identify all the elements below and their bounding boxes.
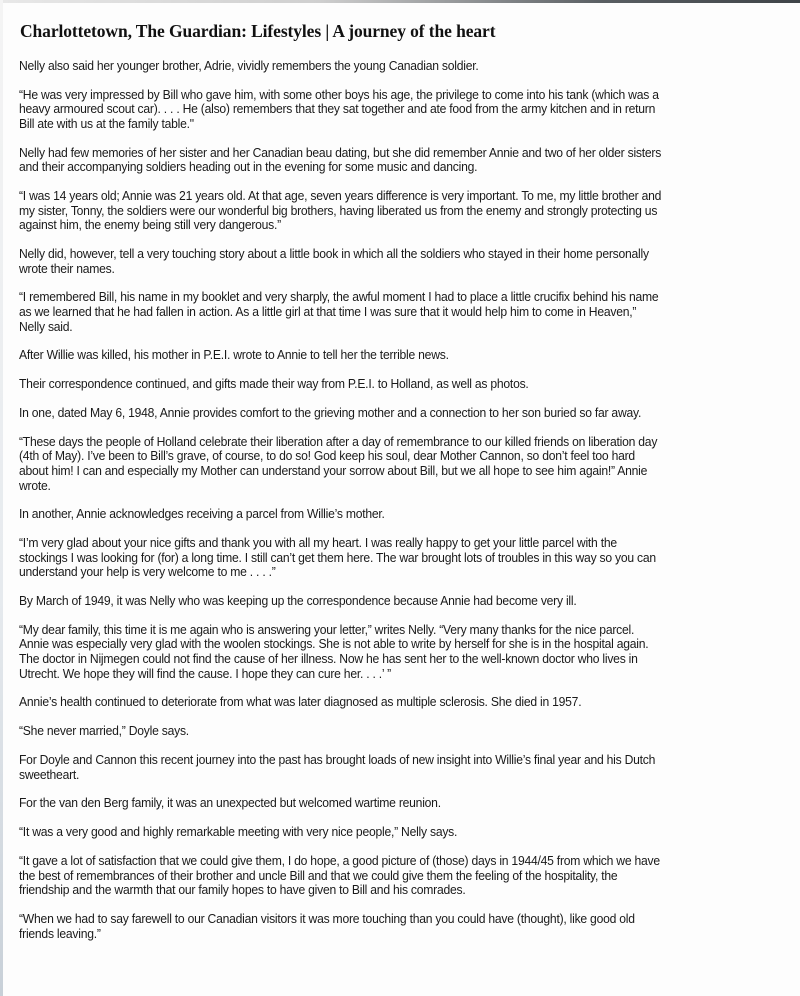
paragraph: For Doyle and Cannon this recent journey into the past has brought loads of new insight into Willie’s final year and his Dutch sweetheart. [19, 753, 656, 782]
paragraph: “I was 14 years old; Annie was 21 years old. At that age, seven years difference is very important. To me, my little brother and my sister, Tonny, the soldiers were our wonderful big brothers, having liberated us from the enemy and strongly protecting us against him, the enemy being still very dangerous.” [19, 189, 662, 233]
scan-top-edge [0, 0, 800, 3]
paragraph: Annie’s health continued to deteriorate from what was later diagnosed as multiple sclerosis. She died in 1957. [19, 695, 582, 710]
paragraph: In another, Annie acknowledges receiving a parcel from Willie’s mother. [19, 507, 385, 522]
paragraph: Nelly also said her younger brother, Adrie, vividly remembers the young Canadian soldier. [19, 59, 479, 73]
paragraph: “I remembered Bill, his name in my booklet and very sharply, the awful moment I had to place a little crucifix behind his name as we learned that he had fallen in action. As a little girl at that time I was sure that it would help him to come in Heaven,” Nelly said. [19, 290, 659, 334]
paragraph: “It was a very good and highly remarkable meeting with very nice people,” Nelly says. [19, 825, 458, 840]
paragraph: Nelly did, however, tell a very touching story about a little book in which all the soldiers who stayed in their home personally wrote their names. [19, 247, 649, 276]
paragraph: “My dear family, this time it is me again who is answering your letter,” writes Nelly. “Very many thanks for the nice parcel. Annie was especially very glad with the woolen stockings. She is not able to write by herself for she is in the hospital again. The doctor in Nijmegen could not find the cause of her illness. Now he has sent her to the well-known doctor who lives in Utrecht. We hope they will find the cause. I hope they can cure her. . . .’ ” [19, 622, 649, 681]
paragraph: “It gave a lot of satisfaction that we could give them, I do hope, a good picture of (those) days in 1944/45 from which we have the best of remembrances of their brother and uncle Bill and that we could give them the feeling of the hospitality, the friendship and the warmth that our family hopes to have given to Bill and his comrades. [19, 853, 660, 898]
paragraph: “He was very impressed by Bill who gave him, with some other boys his age, the privilege to come into his tank (which was a heavy armoured scout car). . . . He (also) remembers that they sat together and ate food from the army kitchen and in return Bill ate with us at the family table." [19, 87, 659, 131]
article-body [19, 59, 772, 941]
paragraph: “I’m very glad about your nice gifts and thank you with all my heart. I was really happy to get your little parcel with the stockings I was looking for (for) a long time. I still can’t get them here. The war brought lots of troubles in this way so you can understand your help is very welcome to me . . . .” [19, 536, 656, 580]
paragraph: After Willie was killed, his mother in P.E.I. wrote to Annie to tell her the terrible news. [19, 348, 449, 363]
paragraph: By March of 1949, it was Nelly who was keeping up the correspondence because Annie had become very ill. [19, 594, 577, 609]
paragraph: “She never married,” Doyle says. [19, 724, 189, 739]
paragraph: “These days the people of Holland celebrate their liberation after a day of remembrance to our killed friends on liberation day (4th of May). I’ve been to Bill’s grave, of course, to do so! God keep his soul, dear Mother Cannon, so don’t feel too hard about him! I can and especially my Mother can understand your sorrow about Bill, but we all hope to see him again!” Annie wrote. [19, 434, 658, 493]
paragraph: Nelly had few memories of her sister and her Canadian beau dating, but she did remember Annie and two of her older sisters and their accompanying soldiers heading out in the evening for some music and dancing. [19, 145, 662, 175]
headline: Charlottetown, The Guardian: Lifestyles | A journey of the heart [20, 21, 496, 41]
scan-left-edge [0, 0, 3, 996]
document-page [19, 20, 779, 955]
paragraph: In one, dated May 6, 1948, Annie provides comfort to the grieving mother and a connection to her son buried so far away. [19, 406, 642, 420]
paragraph: “When we had to say farewell to our Canadian visitors it was more touching than you could have (thought), like good old friends leaving.” [19, 911, 635, 941]
paragraph: For the van den Berg family, it was an unexpected but welcomed wartime reunion. [19, 796, 441, 811]
paragraph: Their correspondence continued, and gifts made their way from P.E.I. to Holland, as well as photos. [19, 377, 529, 392]
